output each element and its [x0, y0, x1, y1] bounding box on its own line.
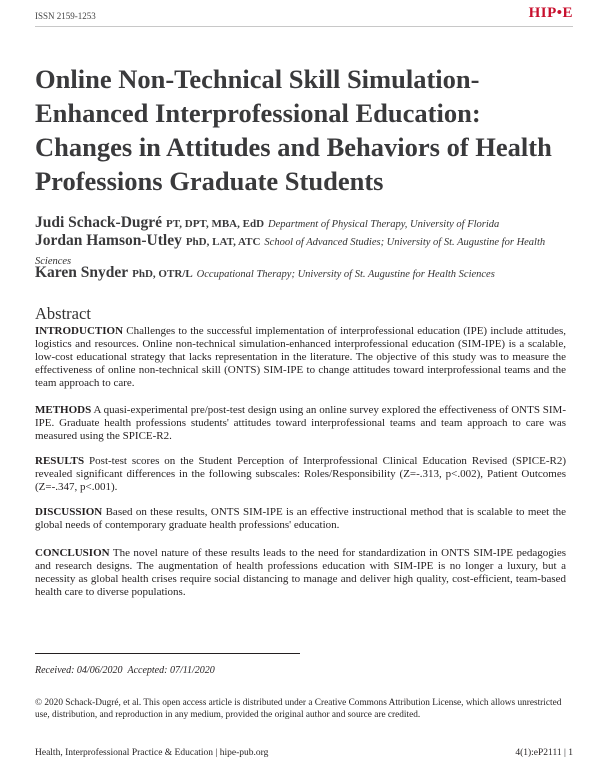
received-date: 04/06/2020 — [76, 665, 123, 676]
author-credentials: PT, DPT, MBA, EdD — [166, 218, 265, 230]
abstract-heading: Abstract — [35, 304, 91, 323]
copyright-notice: © 2020 Schack-Dugré, et al. This open access article is distributed under a Creative Commons Attribution License, which allows unrestricted use, distribution, and reproduction in any medium, provided the original author and source are credited. — [35, 698, 562, 720]
received-label: Received: — [35, 665, 75, 676]
section-label: RESULTS — [35, 455, 85, 467]
author-entry — [35, 214, 570, 233]
author-affiliation: School of Advanced Studies; University of St. Augustine for Health Sciences — [35, 237, 546, 267]
section-text: The novel nature of these results leads to the need for standardization in ONTS SIM-IPE pedagogies and research designs. The augmentation of health professions education with SIM-IPE is no longer a luxury, but a necessity as global health crises require social distancing to manage and deliver high quality, cost-efficient, team-based health care to diverse populations. — [35, 547, 566, 598]
abstract-methods — [35, 404, 566, 443]
abstract-conclusion — [35, 547, 566, 599]
issn-label: ISSN 2159-1253 — [35, 11, 96, 21]
journal-logo: HIP•E — [528, 5, 573, 21]
footer-page-number: 4(1):eP2111 | 1 — [515, 748, 573, 758]
abstract-discussion — [35, 506, 566, 532]
author-entry — [35, 264, 570, 283]
abstract-results — [35, 455, 566, 494]
submission-dates — [35, 665, 215, 676]
section-label: METHODS — [35, 404, 92, 416]
author-name: Judi Schack-Dugré — [35, 214, 163, 231]
section-label: DISCUSSION — [35, 506, 103, 518]
accepted-date: 07/11/2020 — [169, 665, 215, 676]
author-credentials: PhD, LAT, ATC — [185, 236, 261, 248]
section-text: Challenges to the successful implementation of interprofessional education (IPE) include attitudes, logistics and resources. Online non-technical simulation-enhanced interprofessional education (SIM-IPE) is a scalable, low-cost educational strategy that lacks representation in the literature. The objective of this study was to measure the effectiveness of online non-technical skill (ONTS) SIM-IPE to change attitudes toward interprofessional teams and the team approach to care. — [35, 325, 566, 389]
accepted-label: Accepted: — [127, 665, 168, 676]
abstract-introduction — [35, 325, 566, 390]
section-text: Based on these results, ONTS SIM-IPE is an effective instructional method that is scalable to meet the global needs of contemporary graduate health professions' education. — [35, 506, 567, 531]
section-text: A quasi-experimental pre/post-test design using an online survey explored the effectiveness of ONTS SIM-IPE. Graduate health professions students' attitudes toward interprofessional teams and team approach to care was measured using the SPICE-R2. — [35, 404, 566, 442]
article-title: Online Non-Technical Skill Simulation-Enhanced Interprofessional Education: Changes in Attitudes and Behaviors of Health Professions Graduate Students — [35, 64, 552, 196]
author-name: Karen Snyder — [35, 264, 129, 281]
footnote-divider — [35, 653, 300, 654]
author-affiliation: Occupational Therapy; University of St. Augustine for Health Sciences — [196, 269, 495, 280]
section-label: CONCLUSION — [35, 547, 110, 559]
section-label: INTRODUCTION — [35, 325, 124, 337]
section-text: Post-test scores on the Student Perception of Interprofessional Clinical Education Revised (SPICE-R2) revealed significant differences in the following subscales: Roles/Responsibility (Z=-.313, p<.002), Patient Outcomes (Z=-.347, p<.001). — [35, 455, 566, 493]
footer-journal: Health, Interprofessional Practice & Education | hipe-pub.org — [35, 748, 269, 758]
author-name: Jordan Hamson-Utley — [35, 232, 182, 249]
author-credentials: PhD, OTR/L — [132, 268, 193, 280]
author-affiliation: Department of Physical Therapy, University of Florida — [268, 219, 500, 230]
header-divider — [35, 26, 573, 27]
